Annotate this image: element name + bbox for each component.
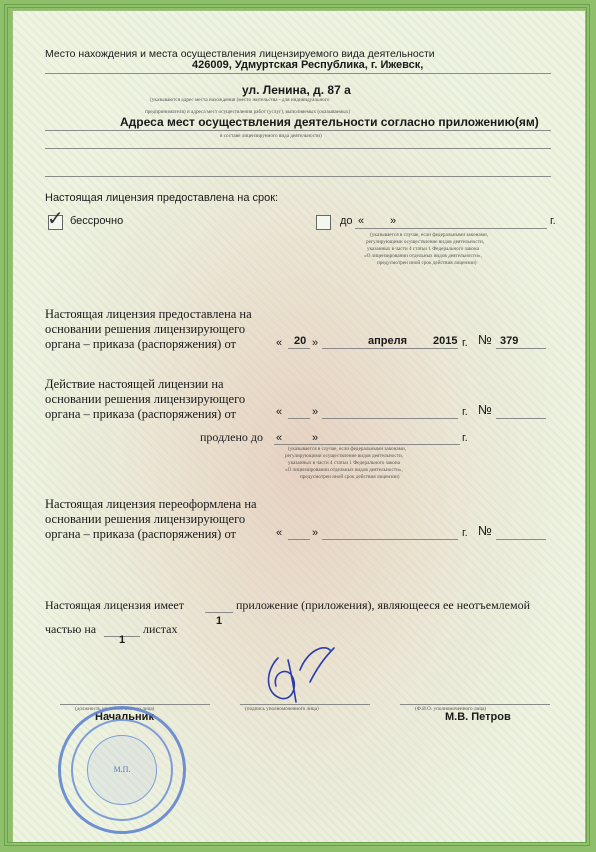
name-rule [400,704,550,705]
action-ext-year-suffix: г. [462,432,468,444]
reissue-line-2: основании решения лицензирующего [45,512,246,526]
term-quote-close: » [390,215,397,227]
reissue-month-rule [322,539,458,540]
action-year-suffix: г. [462,406,468,418]
action-month-rule [322,418,458,419]
location-rule-2 [45,130,551,131]
location-line-2: ул. Ленина, д. 87 а [242,83,351,97]
official-seal [58,706,186,834]
basis-year: 2015 [433,335,458,347]
action-day-rule [288,418,310,419]
term-note-2: регулирующими осуществление видов деятельности, [366,239,485,245]
handwritten-signature [258,640,340,706]
location-hint-2: предпринимателя) и адреса мест осуществления работ (услуг), выполняемых (оказываемых) [145,109,351,115]
basis-day: 20 [294,335,307,347]
basis-month: апреля [368,335,408,347]
action-line-2: основании решения лицензирующего [45,392,246,406]
signature-hint: (подпись уполномоченного лица) [245,706,319,712]
term-note-4: «О лицензировании отдельных видов деятельности», [364,253,482,259]
action-extended: продлено до [200,430,264,444]
basis-line-1: Настоящая лицензия предоставлена на [45,307,252,321]
action-line-3: органа – приказа (распоряжения) от [45,407,237,421]
action-line-1: Действие настоящей лицензии на [45,377,224,391]
appendix-text-1: Настоящая лицензия имеет [45,598,184,612]
basis-quote-open: « [276,337,283,349]
action-note-3: указанных в части 4 статьи 1 Федерального закона [288,460,400,466]
reissue-line-1: Настоящая лицензия переоформлена на [45,497,257,511]
reissue-number-rule [496,539,546,540]
reissue-no-sign: № [478,523,492,538]
basis-month-rule [322,348,458,349]
location-hint-1: (указываются адрес места нахождения (место жительства - для индивидуального [150,97,330,103]
basis-line-3: органа – приказа (распоряжения) от [45,337,237,351]
basis-line-2: основании решения лицензирующего [45,322,246,336]
signer-position: Начальник [95,711,154,723]
appendix-text-4: листах [143,622,178,636]
reissue-quote-close: » [312,527,319,539]
appendix-count-rule [205,612,233,613]
action-ext-quote-close: » [312,432,319,444]
action-note-2: регулирующими осуществление видов деятельности, [285,453,404,459]
until-checkbox [316,215,331,230]
basis-year-suffix: г. [462,337,468,349]
reissue-quote-open: « [276,527,283,539]
action-note-4: «О лицензировании отдельных видов деятельности», [285,467,403,473]
basis-number: 379 [500,335,519,347]
location-heading: Место нахождения и места осуществления лицензируемого вида деятельности [45,48,435,60]
name-hint: (Ф.И.О. уполномоченного лица) [415,706,487,712]
position-hint: (должность уполномоченного лица) [75,706,155,712]
action-quote-close: » [312,406,319,418]
action-number-rule [496,418,546,419]
position-rule [60,704,210,705]
location-rule-3 [45,148,551,149]
location-line-3: Адреса мест осуществления деятельности согласно приложению(ям) [120,115,539,129]
appendix-sheets: 1 [119,634,126,646]
term-date-rule [355,228,547,229]
term-year-suffix: г. [550,215,556,227]
location-rule-4 [45,176,551,177]
location-hint-3: в составе лицензируемого вида деятельности) [220,133,322,139]
appendix-text-3: частью на [45,622,97,636]
basis-quote-close: » [312,337,319,349]
seal-label: М.П. [113,765,131,774]
term-until: до [340,215,353,227]
basis-no-sign: № [478,332,492,347]
basis-day-rule [288,348,310,349]
action-quote-open: « [276,406,283,418]
action-ext-quote-open: « [276,432,283,444]
location-rule-1 [45,73,551,74]
term-indefinite: бессрочно [70,215,124,227]
action-note-5: предусмотрен иной срок действия лицензии) [300,474,400,480]
reissue-line-3: органа – приказа (распоряжения) от [45,527,237,541]
location-line-1: 426009, Удмуртская Республика, г. Ижевск, [192,59,424,71]
action-no-sign: № [478,402,492,417]
basis-number-rule [496,348,546,349]
term-quote-open: « [358,215,365,227]
appendix-count: 1 [216,615,223,627]
term-note-5: предусмотрен иной срок действия лицензии) [377,260,477,266]
action-note-1: (указывается в случае, если федеральными законами, [288,446,407,452]
action-ext-rule [274,444,460,445]
appendix-text-2: приложение (приложения), являющееся ее неотъемлемой [236,598,530,612]
reissue-day-rule [288,539,310,540]
signer-name: М.В. Петров [445,711,511,723]
term-note-3: указанных в части 4 статьи 1 Федерального закона [367,246,479,252]
term-note-1: (указывается в случае, если федеральными законами, [370,232,489,238]
checkmark-icon: ✓ [47,206,64,230]
reissue-year-suffix: г. [462,527,468,539]
term-label: Настоящая лицензия предоставлена на срок: [45,192,279,204]
